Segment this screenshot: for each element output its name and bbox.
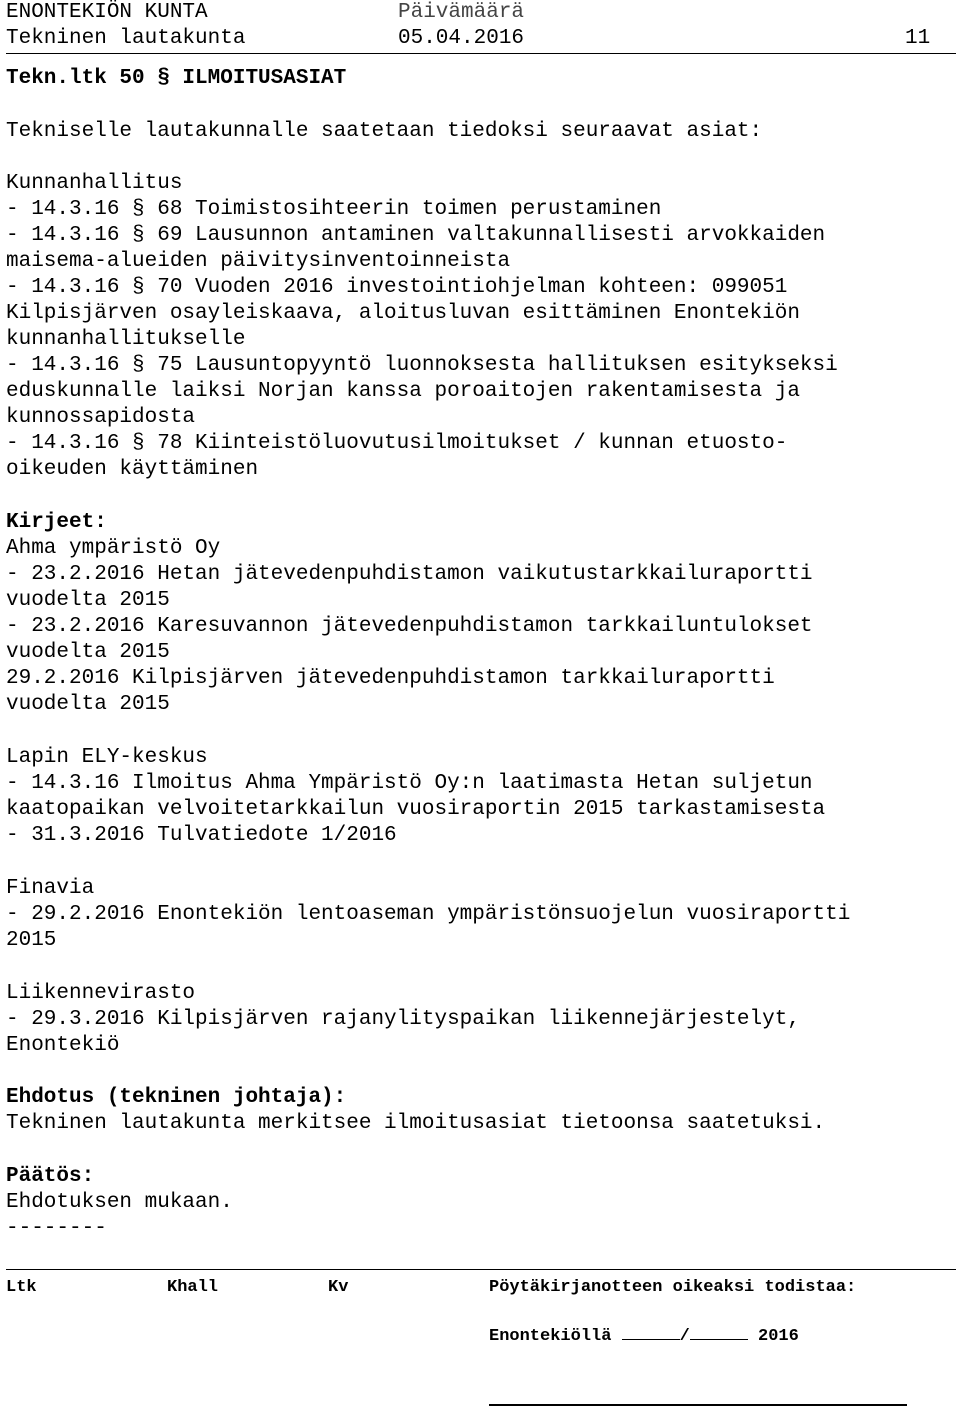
ahma-line: vuodelta 2015 (6, 693, 170, 716)
liikennevirasto-title: Liikennevirasto (6, 982, 196, 1005)
kh-line: - 14.3.16 § 69 Lausunnon antaminen valtakunnallisesti arvokkaiden (6, 224, 826, 247)
paatos-dashes: -------- (6, 1217, 107, 1240)
kunnanhallitus-title: Kunnanhallitus (6, 172, 183, 195)
kirjeet-heading: Kirjeet: (6, 511, 107, 534)
footer-year: 2016 (758, 1327, 799, 1346)
ely-line: - 31.3.2016 Tulvatiedote 1/2016 (6, 824, 397, 847)
ahma-line: - 23.2.2016 Hetan jätevedenpuhdistamon vaikutustarkkailuraportti (6, 563, 813, 586)
header-rule (6, 53, 956, 54)
ehdotus-text: Tekninen lautakunta merkitsee ilmoitusasiat tietoonsa saatetuksi. (6, 1112, 826, 1135)
footer-kv: Kv (328, 1278, 349, 1297)
ahma-line: - 23.2.2016 Karesuvannon jätevedenpuhdistamon tarkkailuntulokset (6, 615, 813, 638)
kh-line: - 14.3.16 § 70 Vuoden 2016 investointiohjelman kohteen: 099051 (6, 276, 788, 299)
ely-line: kaatopaikan velvoitetarkkailun vuosiraportin 2015 tarkastamisesta (6, 798, 826, 821)
kh-line: - 14.3.16 § 78 Kiinteistöluovutusilmoitukset / kunnan etuosto- (6, 432, 788, 455)
section-heading: Tekn.ltk 50 § ILMOITUSASIAT (6, 67, 347, 90)
footer-rule (6, 1269, 956, 1270)
page-number: 11 (905, 27, 931, 50)
footer-place: Enontekiöllä (489, 1327, 612, 1346)
liikennevirasto-line: Enontekiö (6, 1034, 120, 1057)
finavia-line: 2015 (6, 929, 57, 952)
finavia-line: - 29.2.2016 Enontekiön lentoaseman ympäristönsuojelun vuosiraportti (6, 903, 851, 926)
date-label: Päivämäärä (398, 1, 525, 24)
footer-ltk: Ltk (6, 1278, 37, 1297)
ehdotus-heading: Ehdotus (tekninen johtaja): (6, 1086, 347, 1109)
committee-name: Tekninen lautakunta (6, 27, 246, 50)
day-blank (622, 1321, 680, 1340)
kh-line: oikeuden käyttäminen (6, 458, 259, 481)
kh-line: maisema-alueiden päivitysinventoinneista (6, 250, 511, 273)
kh-line: - 14.3.16 § 75 Lausuntopyyntö luonnoksesta hallituksen esitykseksi (6, 354, 838, 377)
section-intro: Tekniselle lautakunnalle saatetaan tiedoksi seuraavat asiat: (6, 120, 763, 143)
kh-line: kunnanhallitukselle (6, 328, 246, 351)
ely-line: - 14.3.16 Ilmoitus Ahma Ympäristö Oy:n laatimasta Hetan suljetun (6, 772, 813, 795)
ely-title: Lapin ELY-keskus (6, 746, 208, 769)
month-blank (690, 1321, 748, 1340)
ahma-line: vuodelta 2015 (6, 641, 170, 664)
footer-khall: Khall (167, 1278, 219, 1297)
liikennevirasto-line: - 29.3.2016 Kilpisjärven rajanylityspaikan liikennejärjestelyt, (6, 1008, 800, 1031)
footer-certify: Pöytäkirjanotteen oikeaksi todistaa: (489, 1278, 857, 1297)
kh-line: Kilpisjärven osayleiskaava, aloitusluvan esittäminen Enontekiön (6, 302, 800, 325)
finavia-title: Finavia (6, 877, 95, 900)
paatos-text: Ehdotuksen mukaan. (6, 1191, 233, 1214)
paatos-heading: Päätös: (6, 1165, 95, 1188)
ahma-title: Ahma ympäristö Oy (6, 537, 221, 560)
footer-place-date (489, 1321, 799, 1347)
kh-line: kunnossapidosta (6, 406, 196, 429)
signature-line (489, 1404, 907, 1406)
kh-line: eduskunnalle laiksi Norjan kanssa poroaitojen rakentamisesta ja (6, 380, 800, 403)
ahma-line: 29.2.2016 Kilpisjärven jätevedenpuhdistamon tarkkailuraportti (6, 667, 775, 690)
org-name: ENONTEKIÖN KUNTA (6, 1, 208, 24)
ahma-line: vuodelta 2015 (6, 589, 170, 612)
meeting-date: 05.04.2016 (398, 27, 525, 50)
footer-slash: / (679, 1327, 690, 1346)
kh-line: - 14.3.16 § 68 Toimistosihteerin toimen perustaminen (6, 198, 662, 221)
